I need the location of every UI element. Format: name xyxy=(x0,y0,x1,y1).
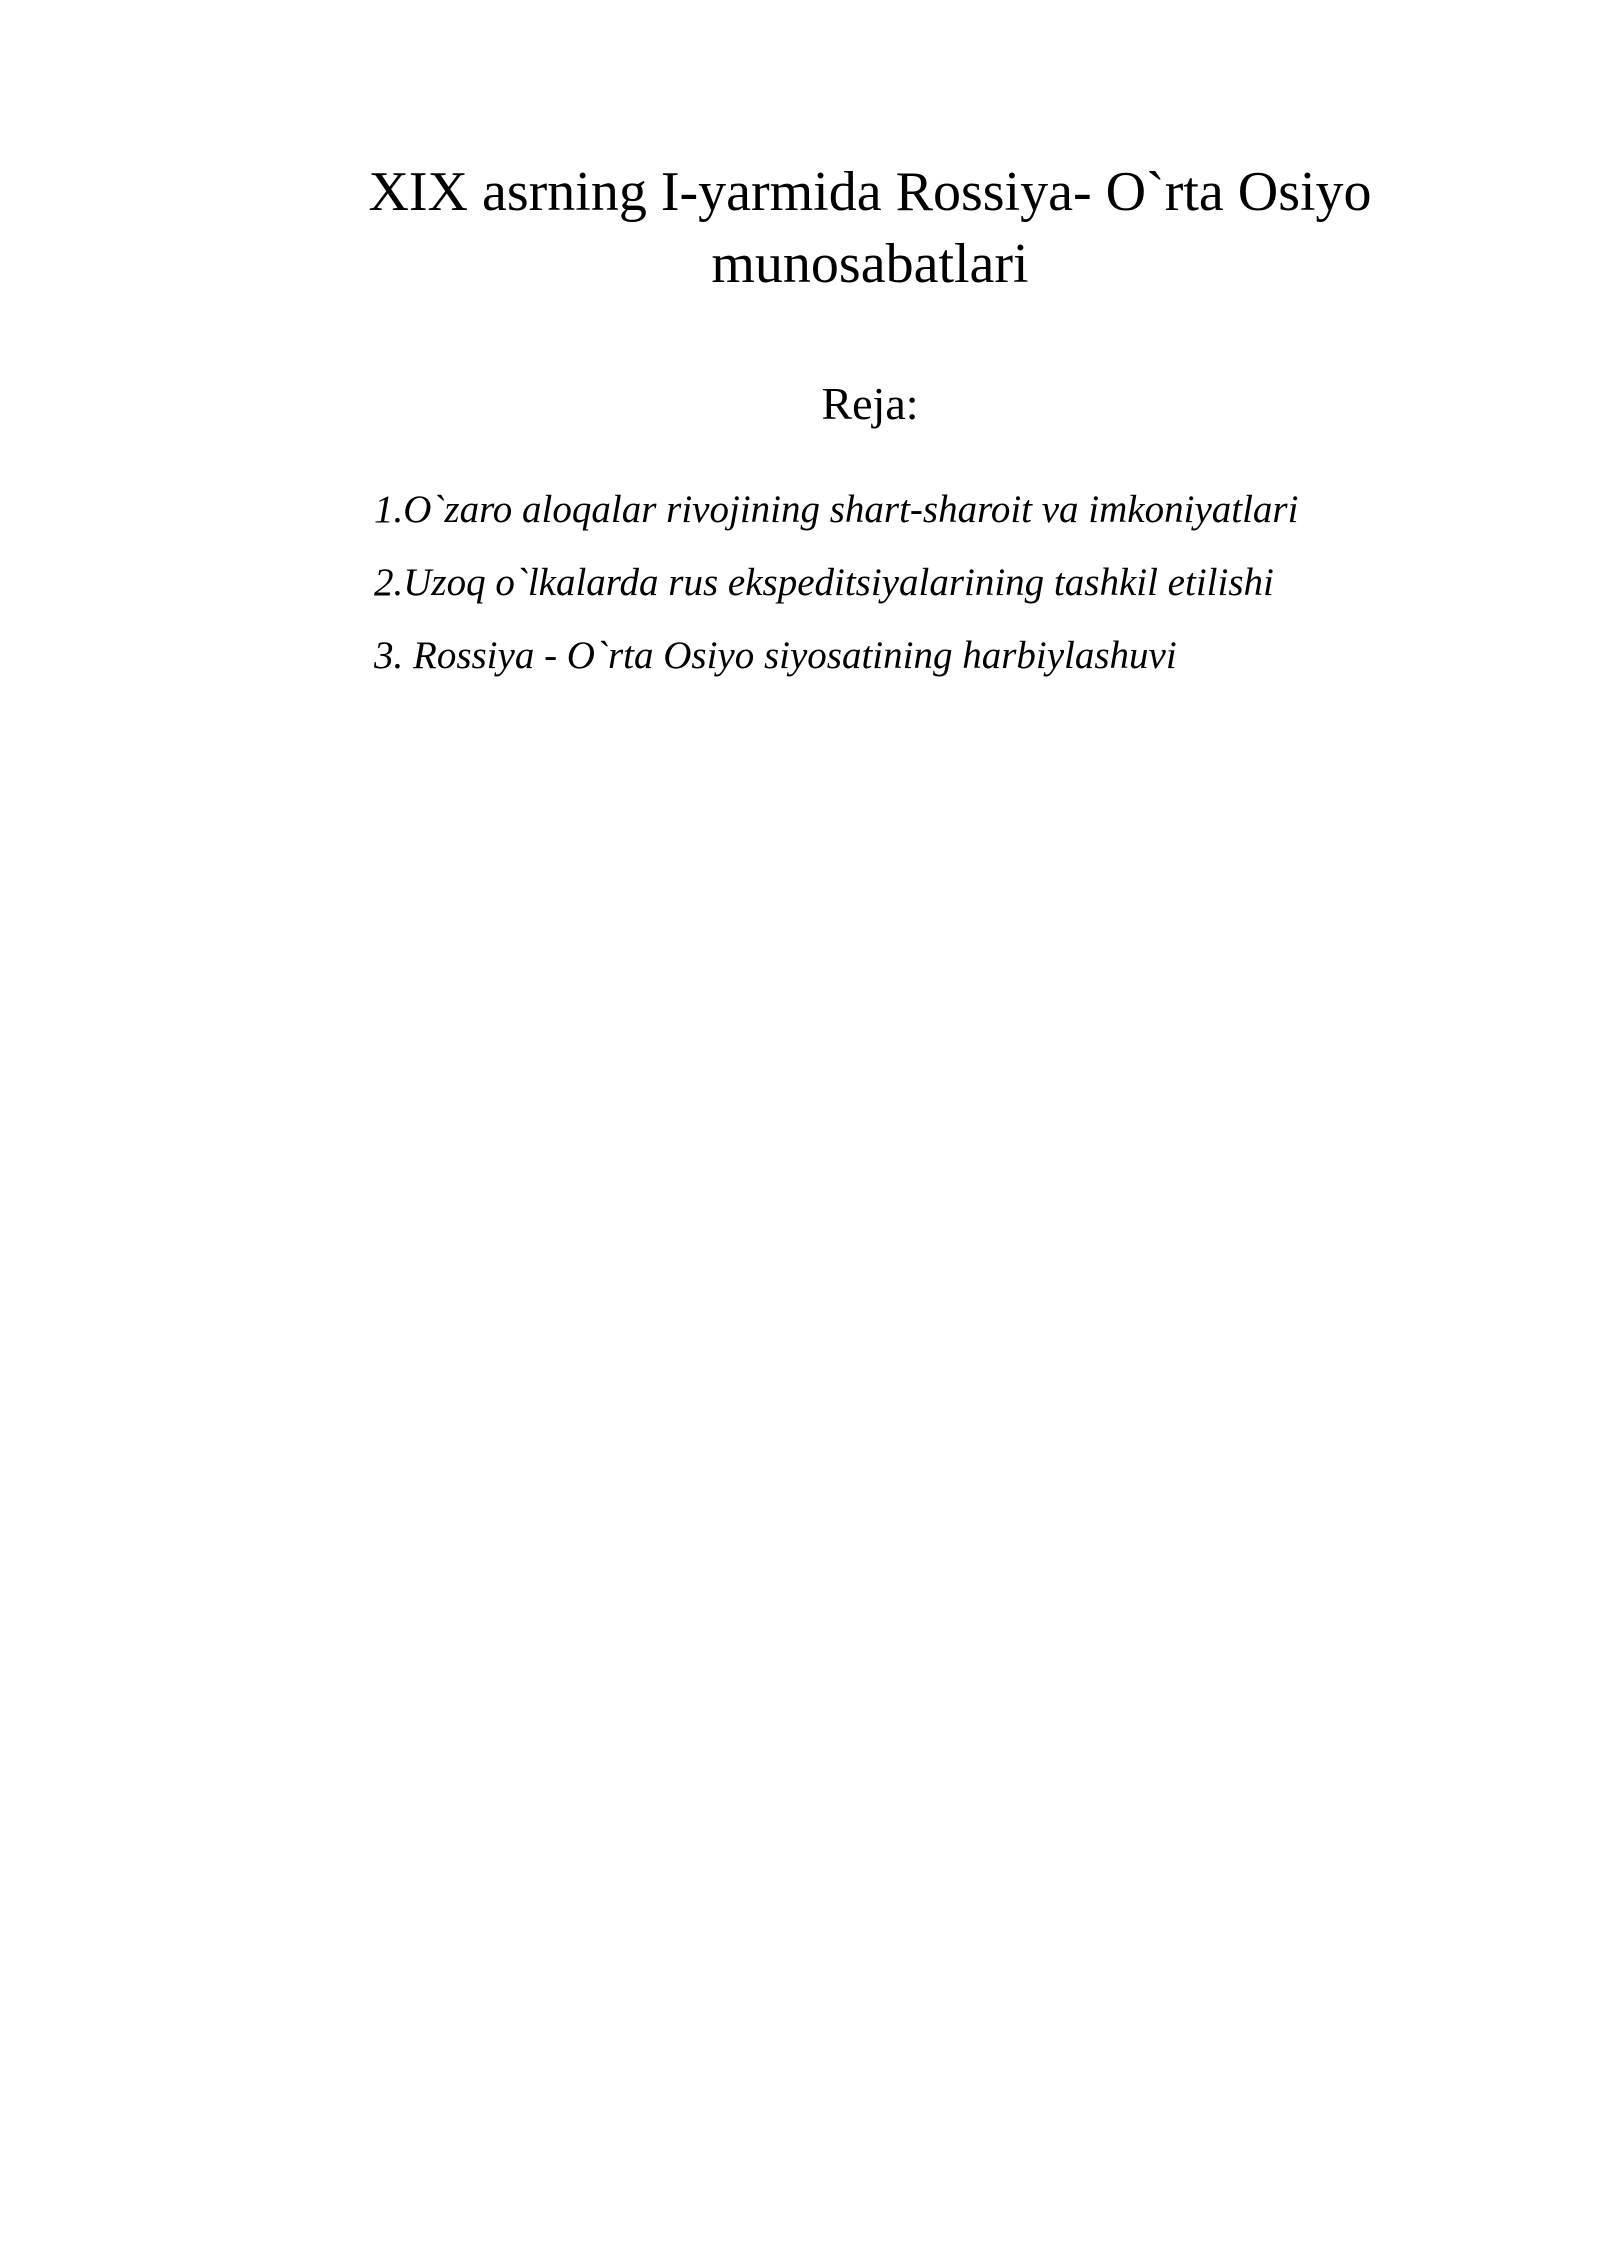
title-line-1: XIX asrning I-yarmida Rossiya- O`rta Osiyo xyxy=(368,161,1372,223)
plan-list xyxy=(374,480,1298,699)
plan-item-2: 2.Uzoq o`lkalarda rus ekspeditsiyalarining tashkil etilishi xyxy=(374,561,1274,604)
plan-item-1: 1.O`zaro aloqalar rivojining shart-sharoit va imkoniyatlari xyxy=(374,488,1299,531)
title-line-2: munosabatlari xyxy=(711,233,1029,295)
plan-item-3: 3. Rossiya - O`rta Osiyo siyosatining harbiylashuvi xyxy=(374,634,1177,677)
document-title xyxy=(300,156,1440,300)
plan-heading: Reja: xyxy=(821,378,919,429)
